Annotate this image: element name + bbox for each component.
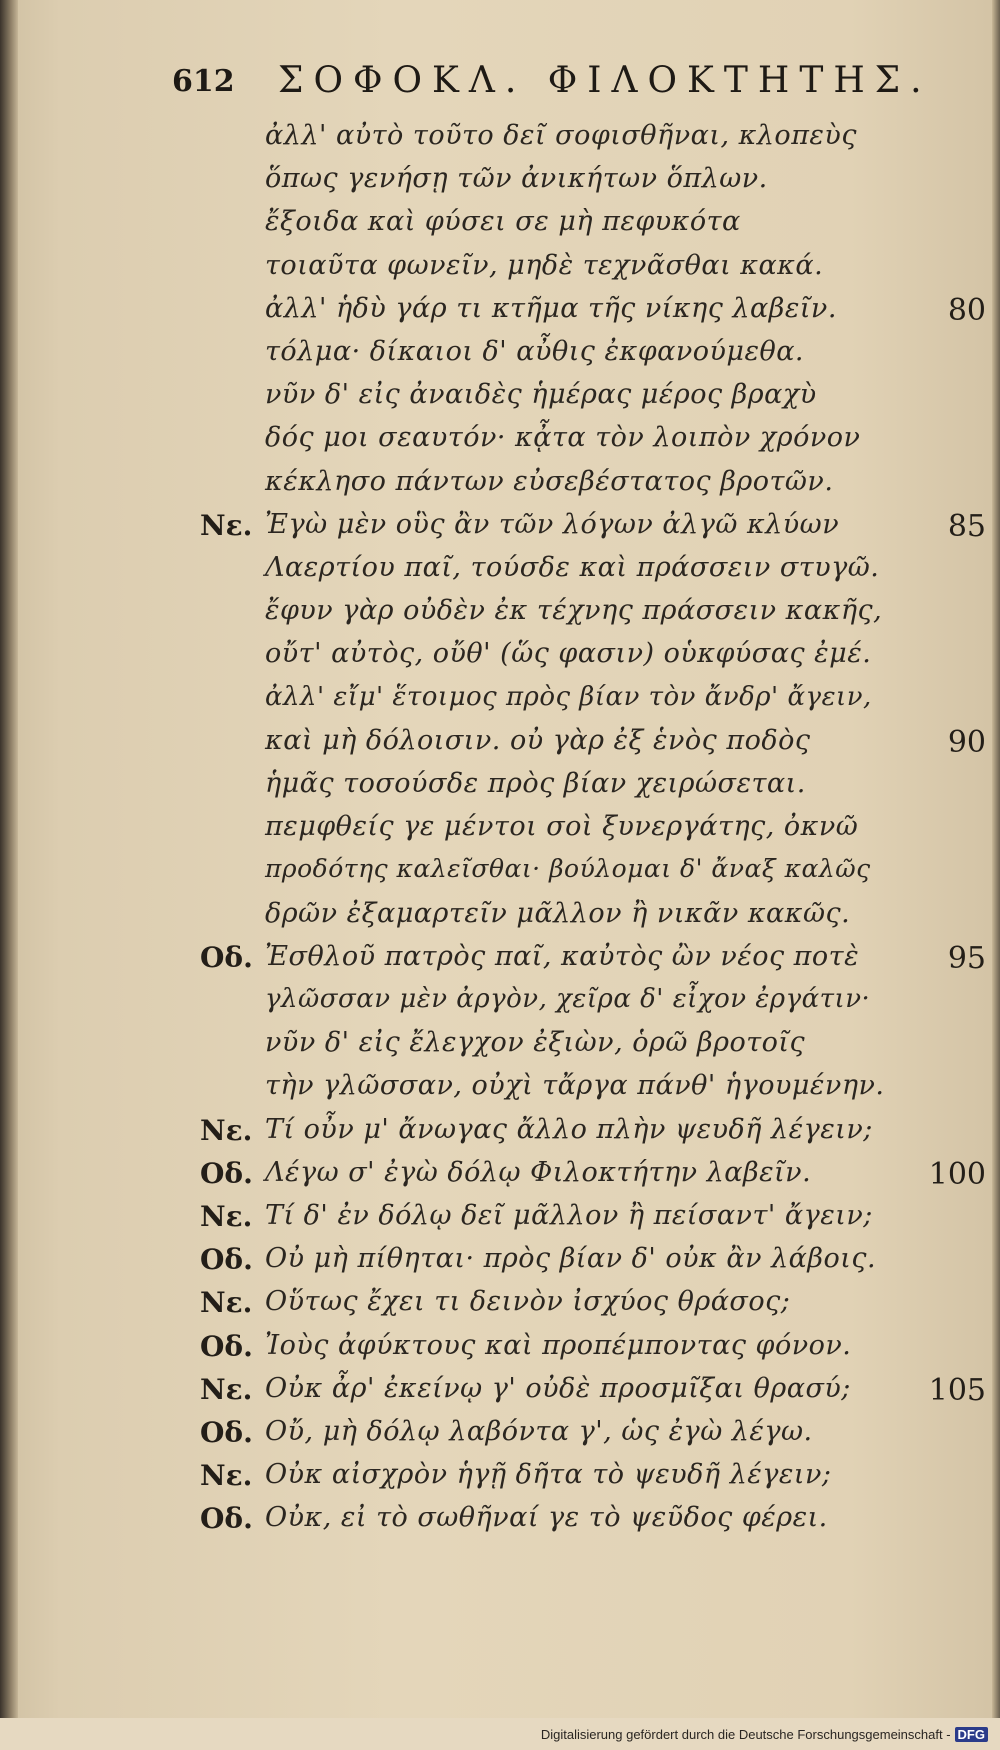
line-number: 100 bbox=[928, 1156, 986, 1192]
verse-line: προδότης καλεῖσθαι· βούλομαι δ' ἄναξ καλῶς bbox=[265, 854, 871, 884]
verse-line: νῦν δ' εἰς ἀναιδὲς ἡμέρας μέρος βραχὺ bbox=[265, 379, 817, 411]
speaker-label: Οδ. bbox=[200, 1502, 253, 1536]
page-right-edge bbox=[992, 0, 1000, 1750]
speaker-label: Νε. bbox=[200, 508, 253, 542]
verse-line: ἀλλ' εἴμ' ἕτοιμος πρὸς βίαν τὸν ἄνδρ' ἄγειν, bbox=[265, 681, 872, 712]
verse-line: τὴν γλῶσσαν, οὐχὶ τἄργα πάνθ' ἡγουμένην. bbox=[265, 1070, 885, 1102]
verse-line: Οὐκ, εἰ τὸ σωθῆναί γε τὸ ψεῦδος φέρει. bbox=[265, 1502, 828, 1534]
line-number: 95 bbox=[947, 940, 986, 976]
verse-line: πεμφθείς γε μέντοι σοὶ ξυνεργάτης, ὀκνῶ bbox=[265, 811, 859, 843]
line-number: 80 bbox=[947, 292, 986, 328]
verse-line: Οὐ μὴ πίθηται· πρὸς βίαν δ' οὐκ ἂν λάβοις. bbox=[265, 1243, 877, 1275]
speaker-label: Νε. bbox=[200, 1200, 253, 1233]
speaker-label: Οδ. bbox=[200, 1329, 253, 1363]
speaker-label: Οδ. bbox=[200, 1156, 253, 1190]
verse-line: ἀλλ' αὐτὸ τοῦτο δεῖ σοφισθῆναι, κλοπεὺς bbox=[265, 120, 857, 151]
line-number: 85 bbox=[947, 508, 986, 544]
line-number: 90 bbox=[947, 724, 986, 760]
verse-line: κέκλησο πάντων εὐσεβέστατος βροτῶν. bbox=[265, 465, 834, 497]
footer-text: Digitalisierung gefördert durch die Deutsche Forschungsgemeinschaft - bbox=[540, 1727, 951, 1742]
verse-line: καὶ μὴ δόλοισιν. οὐ γὰρ ἐξ ἑνὸς ποδὸς bbox=[265, 724, 811, 756]
speaker-label: Νε. bbox=[200, 1286, 253, 1320]
verse-line: Λαερτίου παῖ, τούσδε καὶ πράσσειν στυγῶ. bbox=[265, 552, 880, 583]
line-number: 105 bbox=[928, 1372, 986, 1408]
verse-line: Οὐκ αἰσχρὸν ἡγῇ δῆτα τὸ ψευδῆ λέγειν; bbox=[265, 1459, 832, 1491]
verse-line: Ἐγὼ μὲν οὓς ἂν τῶν λόγων ἀλγῶ κλύων bbox=[265, 508, 840, 540]
verse-line: δός μοι σεαυτόν· κᾆτα τὸν λοιπὸν χρόνον bbox=[265, 422, 861, 454]
verse-line: οὔτ' αὐτὸς, οὔθ' (ὥς φασιν) οὑκφύσας ἐμέ. bbox=[265, 638, 872, 670]
verse-line: νῦν δ' εἰς ἔλεγχον ἐξιὼν, ὁρῶ βροτοῖς bbox=[265, 1027, 806, 1059]
running-title: ΣΟΦΟΚΛ. ΦΙΛΟΚΤΗΤΗΣ. bbox=[278, 60, 932, 101]
verse-line: Τί δ' ἐν δόλῳ δεῖ μᾶλλον ἢ πείσαντ' ἄγειν; bbox=[265, 1200, 873, 1231]
verse-line: ἔξοιδα καὶ φύσει σε μὴ πεφυκότα bbox=[265, 206, 741, 238]
verse-line: ἔφυν γὰρ οὐδὲν ἐκ τέχνης πράσσειν κακῆς, bbox=[265, 595, 883, 627]
speaker-label: Οδ. bbox=[200, 940, 253, 974]
verse-line: Ἐσθλοῦ πατρὸς παῖ, καὐτὸς ὢν νέος ποτὲ bbox=[265, 940, 860, 972]
verse-line: Λέγω σ' ἐγὼ δόλῳ Φιλοκτήτην λαβεῖν. bbox=[265, 1156, 812, 1188]
digitization-credit bbox=[388, 1727, 988, 1742]
verse-line: γλῶσσαν μὲν ἀργὸν, χεῖρα δ' εἶχον ἐργάτιν· bbox=[265, 984, 871, 1014]
speaker-label: Νε. bbox=[200, 1372, 253, 1406]
verse-line: Οὕτως ἔχει τι δεινὸν ἰσχύος θράσος; bbox=[265, 1286, 791, 1318]
verse-line: τόλμα· δίκαιοι δ' αὖθις ἐκφανούμεθα. bbox=[265, 336, 805, 367]
verse-line: Οὔ, μὴ δόλῳ λαβόντα γ', ὡς ἐγὼ λέγω. bbox=[265, 1416, 813, 1447]
verse-line: Οὐκ ἆρ' ἐκείνῳ γ' οὐδὲ προσμῖξαι θρασύ; bbox=[265, 1372, 851, 1404]
dfg-logo: DFG bbox=[955, 1727, 988, 1742]
verse-line: ὅπως γενήσῃ τῶν ἀνικήτων ὅπλων. bbox=[265, 163, 768, 195]
verse-line: ἀλλ' ἡδὺ γάρ τι κτῆμα τῆς νίκης λαβεῖν. bbox=[265, 292, 837, 324]
verse-line: Τί οὖν μ' ἄνωγας ἄλλο πλὴν ψευδῆ λέγειν; bbox=[265, 1113, 873, 1145]
speaker-label: Οδ. bbox=[200, 1243, 253, 1277]
speaker-label: Νε. bbox=[200, 1113, 253, 1147]
speaker-label: Οδ. bbox=[200, 1416, 253, 1449]
verse-line: δρῶν ἐξαμαρτεῖν μᾶλλον ἢ νικᾶν κακῶς. bbox=[265, 897, 851, 929]
speaker-label: Νε. bbox=[200, 1459, 253, 1493]
verse-line: ἡμᾶς τοσούσδε πρὸς βίαν χειρώσεται. bbox=[265, 768, 806, 799]
verse-line: Ἰοὺς ἀφύκτους καὶ προπέμποντας φόνον. bbox=[265, 1329, 852, 1361]
page-number: 612 bbox=[172, 64, 235, 99]
verse-line: τοιαῦτα φωνεῖν, μηδὲ τεχνᾶσθαι κακά. bbox=[265, 249, 824, 281]
page-binding-edge bbox=[0, 0, 18, 1750]
